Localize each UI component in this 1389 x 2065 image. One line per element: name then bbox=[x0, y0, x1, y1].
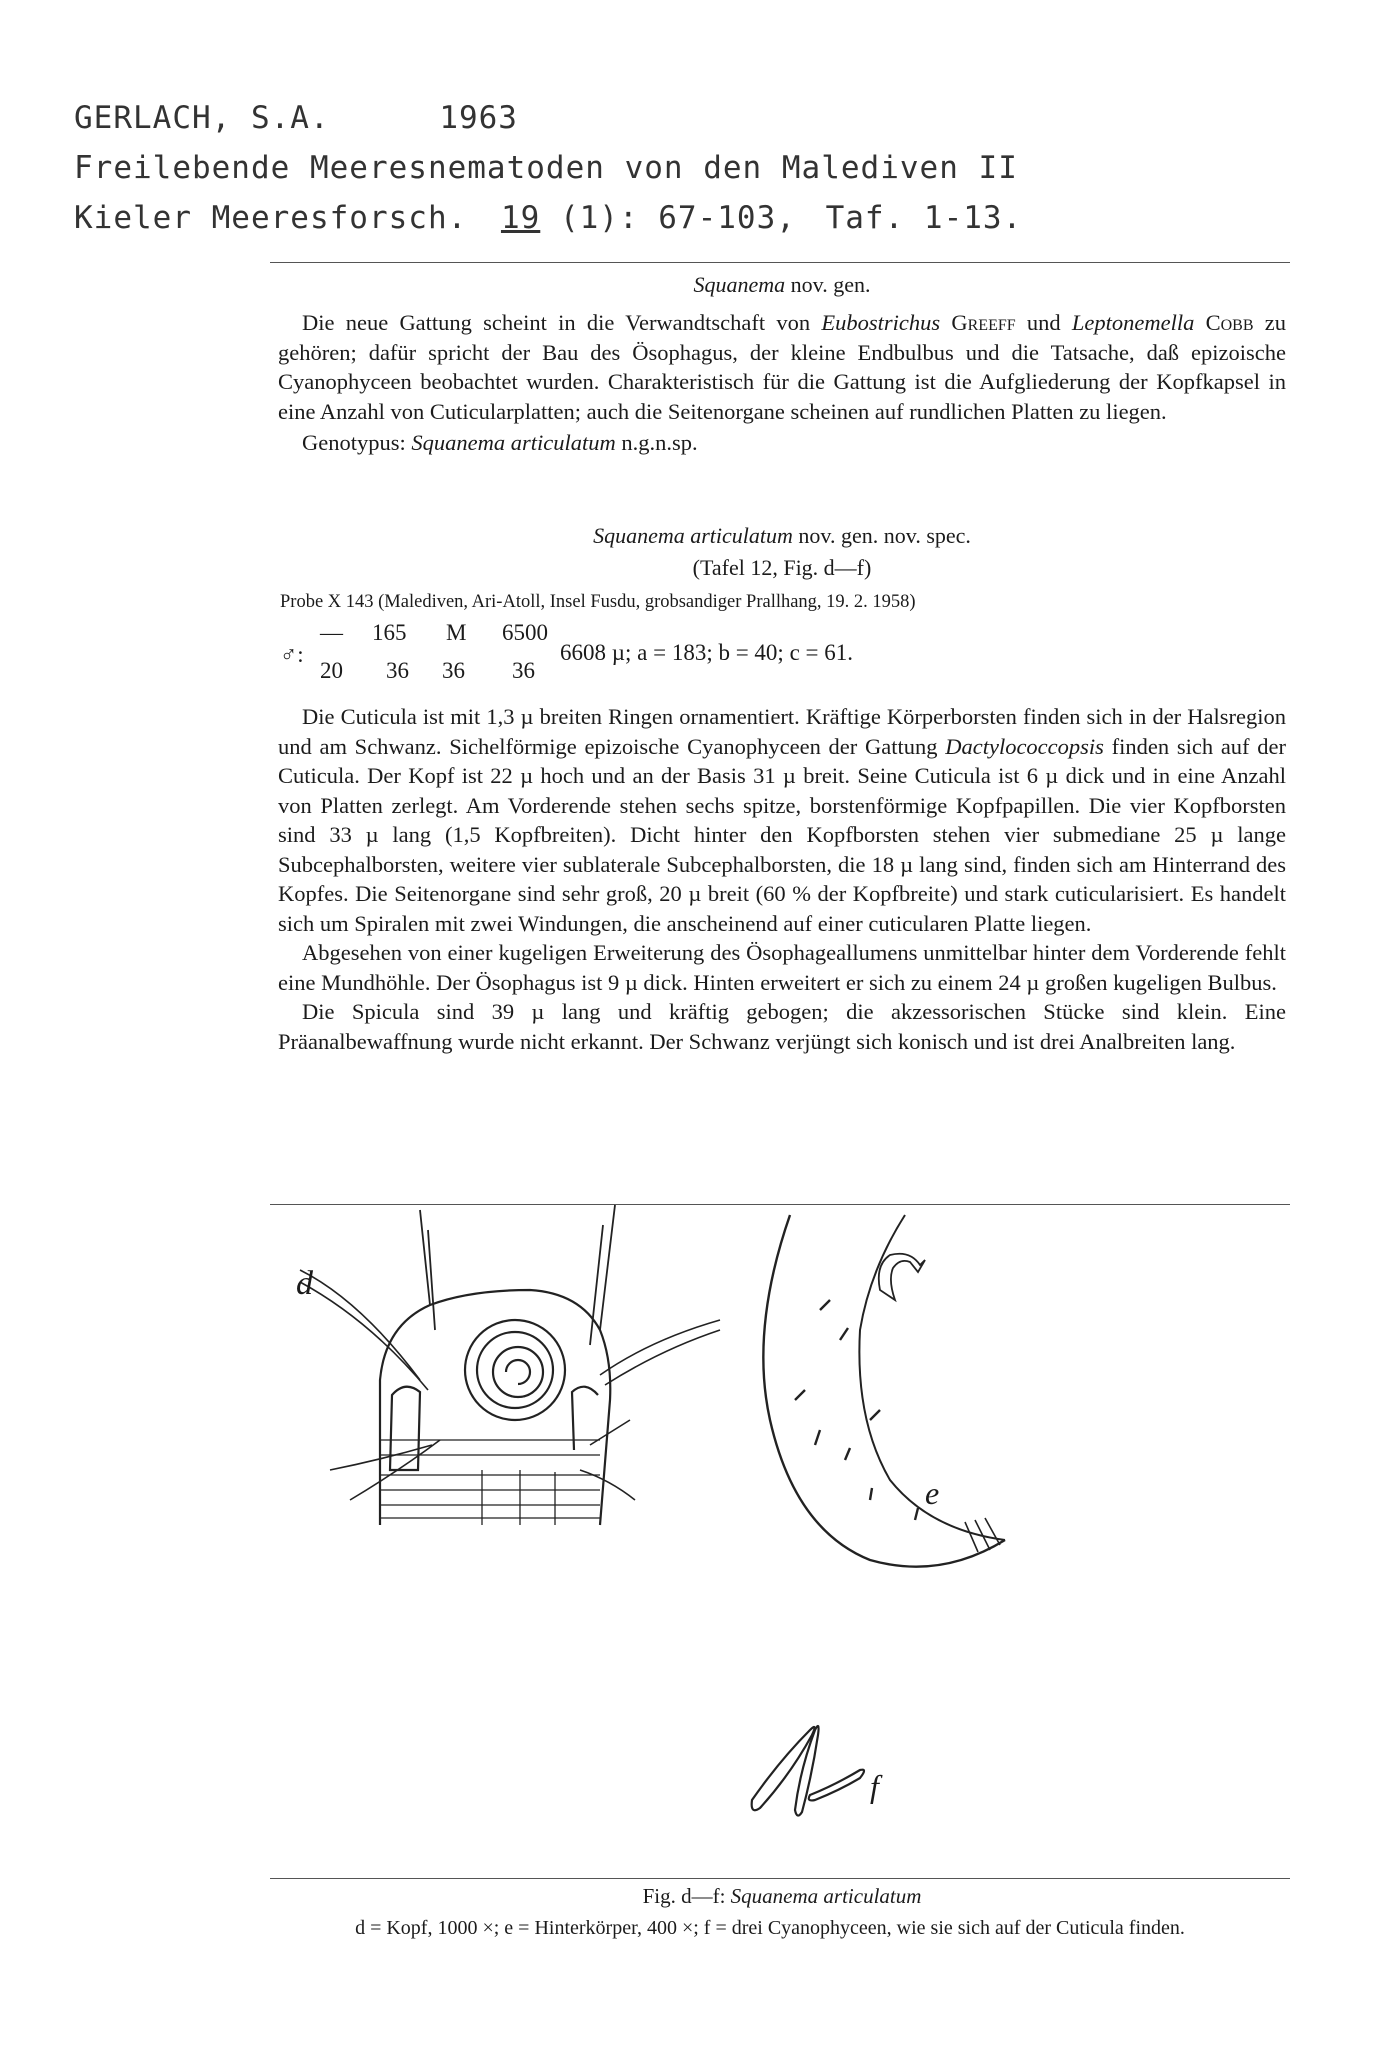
genus-heading bbox=[278, 272, 1286, 298]
reference-title: Freilebende Meeresnematoden von den Malediven II bbox=[74, 150, 1018, 186]
figure-caption bbox=[278, 1884, 1286, 1909]
formula-rest: 6608 µ; a = 183; b = 40; c = 61. bbox=[560, 640, 854, 665]
taxon-leptonemella: Leptonemella bbox=[1071, 310, 1195, 335]
fig-d-label: d bbox=[296, 1265, 313, 1302]
species-description bbox=[278, 702, 1286, 1056]
reference-year: 1963 bbox=[439, 100, 518, 136]
formula-top-4: 6500 bbox=[502, 620, 548, 645]
sample-line: Probe X 143 (Malediven, Ari-Atoll, Insel Fusdu, grobsandiger Prallhang, 19. 2. 1958) bbox=[280, 592, 916, 612]
fig-f-cyanophyceae-drawing bbox=[752, 1726, 864, 1816]
genus-heading-suffix: nov. gen. bbox=[790, 272, 871, 297]
figure-legend: d = Kopf, 1000 ×; e = Hinterkörper, 400 ×; f = drei Cyanophyceen, wie sie sich auf der Cuticula finden. bbox=[355, 1917, 1185, 1939]
caption-prefix: Fig. d—f: bbox=[642, 1884, 731, 1908]
formula-top-2: 165 bbox=[372, 620, 407, 645]
top-rule bbox=[270, 262, 1290, 263]
formula-bottom-2: 36 bbox=[386, 658, 409, 683]
reference-issue-pages: (1): 67-103, bbox=[559, 200, 796, 236]
fig-f-label: f bbox=[870, 1768, 879, 1804]
genotype-name: Squanema articulatum bbox=[411, 430, 616, 455]
figure-top-rule bbox=[270, 1204, 1290, 1205]
reference-line-3 bbox=[74, 200, 1022, 236]
genus-text-b: und bbox=[1015, 310, 1072, 335]
formula-sex: ♂: bbox=[280, 642, 304, 667]
genus-text-c: zu gehören; dafür spricht der Bau des Ösophagus, der kleine Endbulbus und die Tatsache, daß epizoische Cyanophyceen beobachtet wurden. Charakteristisch für die Gattung ist die Aufgliederung der Kopfkapsel in eine Anzahl von Cuticularplatten; auch die Seitenorgane scheinen auf rundlichen Platten zu liegen. bbox=[278, 310, 1287, 424]
cuticula-text-b: finden sich auf der Cuticula. Der Kopf ist 22 µ hoch und an der Basis 31 µ breit. Seine Cuticula ist 6 µ dick und in eine Anzahl von Platten zerlegt. Am Vorderende stehen sechs spitze, borstenförmige Kopfpapillen. Die vier Kopfborsten sind 33 µ lang (1,5 Kopfbreiten). Dicht hinter den Kopfborsten stehen vier submediane 25 µ lange Subcephalborsten, weitere vier sublaterale Subcephalborsten, die 18 µ lang sind, finden sich am Hinterrand des Kopfes. Die Seitenorgane sind sehr groß, 20 µ breit (60 % der Kopfbreite) und stark cuticularisiert. Es handelt sich um Spiralen mit zwei Windungen, die anscheinend auf einer cuticularen Platte liegen. bbox=[278, 733, 1286, 936]
genotype-suffix: n.g.n.sp. bbox=[615, 430, 698, 455]
species-heading bbox=[278, 523, 1286, 549]
reference-volume: 19 bbox=[500, 200, 541, 236]
genus-paragraph bbox=[278, 308, 1286, 426]
formula-bottom-1: 20 bbox=[320, 658, 343, 683]
genus-text-a: Die neue Gattung scheint in die Verwandtschaft von bbox=[302, 310, 822, 335]
taxon-dactylococcopsis: Dactylococcopsis bbox=[945, 733, 1104, 759]
fig-e-tail-drawing bbox=[763, 1215, 1005, 1567]
caption-taxon: Squanema articulatum bbox=[730, 1884, 922, 1908]
genotype-line bbox=[278, 428, 1286, 458]
reference-plates: Taf. 1-13. bbox=[825, 200, 1023, 236]
fig-e-label: e bbox=[925, 1475, 940, 1511]
reference-line-1 bbox=[74, 100, 518, 136]
genus-name: Squanema bbox=[693, 272, 786, 297]
genotype-label: Genotypus: bbox=[302, 430, 412, 455]
cuticula-text-a: Die Cuticula ist mit 1,3 µ breiten Ringen ornamentiert. Kräftige Körperborsten finden sich in der Halsregion und am Schwanz. Sichelförmige epizoische Cyanophyceen der Gattung bbox=[278, 704, 1286, 759]
species-heading-suffix: nov. gen. nov. spec. bbox=[798, 523, 971, 548]
oesophagus-paragraph: Abgesehen von einer kugeligen Erweiterung des Ösophageallumens unmittelbar hinter dem Vorderende fehlt eine Mundhöhle. Der Ösophagus ist 9 µ dick. Hinten erweitert er sich zu einem 24 µ großen kugeligen Bulbus. bbox=[278, 940, 1286, 995]
author-cobb: Cobb bbox=[1205, 310, 1254, 335]
species-name: Squanema articulatum bbox=[593, 523, 793, 548]
taxon-eubostrichus: Eubostrichus bbox=[821, 310, 941, 335]
figure-bottom-rule bbox=[270, 1878, 1290, 1879]
formula-top-1: — bbox=[320, 620, 343, 645]
fig-d-head-drawing bbox=[300, 1205, 720, 1525]
reference-journal: Kieler Meeresforsch. bbox=[74, 200, 468, 236]
plate-reference: (Tafel 12, Fig. d—f) bbox=[692, 555, 872, 580]
formula-bottom-4: 36 bbox=[512, 658, 535, 683]
genus-description bbox=[278, 308, 1286, 458]
reference-author: GERLACH, S.A. bbox=[74, 100, 330, 136]
formula-bottom-3: 36 bbox=[442, 658, 465, 683]
author-greeff: Greeff bbox=[951, 310, 1016, 335]
cuticula-paragraph bbox=[278, 702, 1286, 938]
spicula-paragraph: Die Spicula sind 39 µ lang und kräftig gebogen; die akzessorischen Stücke sind klein. Eine Präanalbewaffnung wurde nicht erkannt. Der Schwanz verjüngt sich konisch und ist drei Analbreiten lang. bbox=[278, 999, 1286, 1054]
measurement-formula bbox=[280, 620, 1180, 690]
formula-top-3: M bbox=[446, 620, 467, 645]
